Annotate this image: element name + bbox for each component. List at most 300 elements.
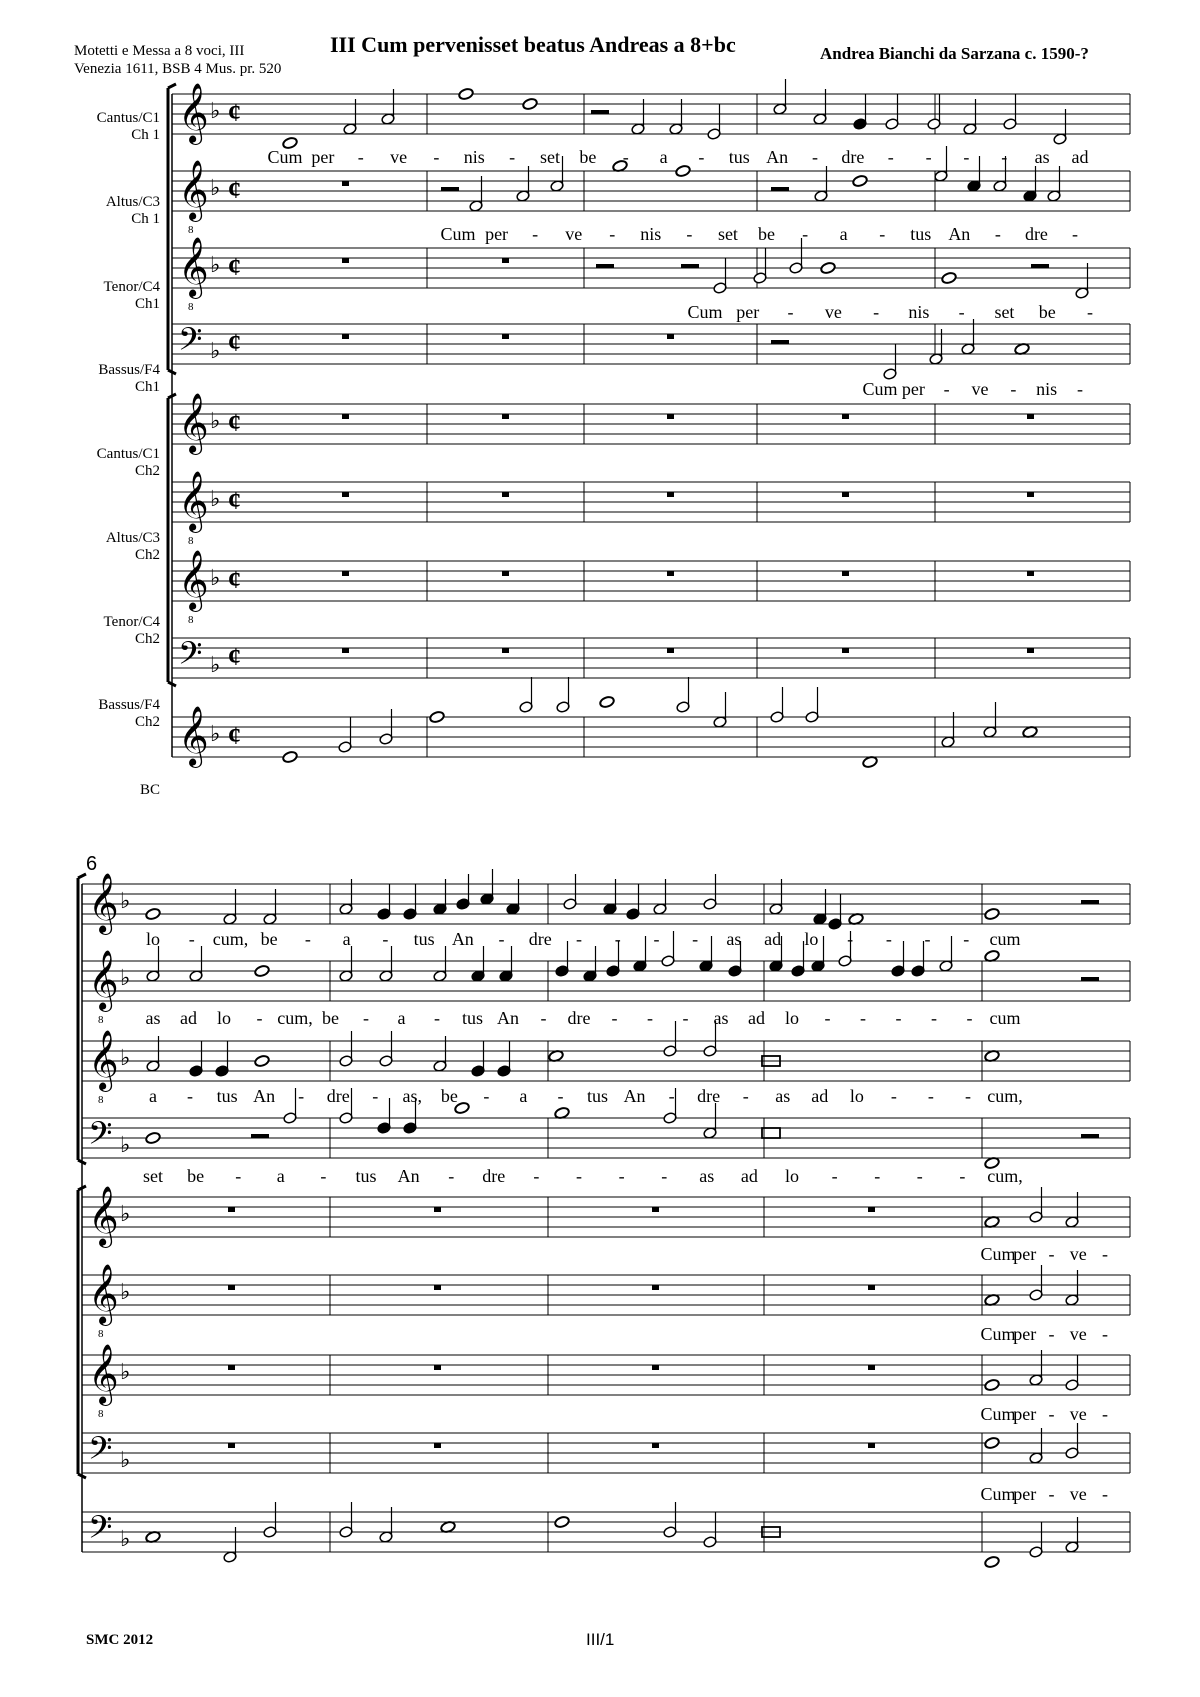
lyric-syllable: -: [890, 1086, 897, 1106]
notehead: [984, 1555, 1000, 1568]
lyric-syllable: lo: [784, 1166, 800, 1186]
source-line-2: Venezia 1611, BSB 4 Mus. pr. 520: [74, 61, 282, 77]
lyric-syllable: dre: [326, 1086, 350, 1106]
whole-note: [984, 1436, 1000, 1449]
whole-rest: [342, 648, 349, 653]
octave-mark: 8: [98, 1014, 104, 1026]
whole-rest: [502, 571, 509, 576]
lyric-syllable: dre: [482, 1166, 506, 1186]
lyric-syllable: per: [1013, 1244, 1037, 1264]
breve-note: [762, 1128, 780, 1138]
quarter-note: [699, 936, 713, 972]
part-label-bc: BC: [139, 782, 160, 798]
whole-rest: [667, 334, 674, 339]
staff-s2-part-8: [82, 1432, 1130, 1474]
lyric-syllable: -: [256, 1008, 263, 1028]
half-note: [983, 702, 997, 738]
staff-s1-part-7: [172, 550, 1130, 626]
part-label-tenor-ch2: Tenor/C4 Ch2: [103, 614, 160, 647]
lyric-syllable: be: [758, 224, 775, 244]
lyric-syllable: -: [1048, 1244, 1055, 1264]
notehead: [458, 87, 474, 100]
staff-s1-part-8: [172, 637, 1130, 679]
lyric-syllable: -: [363, 1008, 369, 1028]
lyric-syllable: as: [145, 1008, 161, 1028]
whole-note: [820, 261, 836, 274]
half-rest: [1081, 900, 1099, 904]
half-note: [883, 344, 897, 380]
whole-rest: [667, 492, 674, 497]
lyric-syllable: -: [787, 302, 794, 322]
lyric-syllable: Cum: [980, 1324, 1016, 1344]
lyric-syllable: cum,: [277, 1008, 313, 1028]
whole-rest: [652, 1285, 659, 1290]
lyric-syllable: per: [1013, 1404, 1037, 1424]
lyric-syllable: set: [994, 302, 1015, 322]
lyric-syllable: ad: [764, 929, 782, 949]
lyric-syllable: -: [994, 224, 1001, 244]
lyric-syllable: -: [532, 224, 539, 244]
quarter-note: [791, 941, 805, 977]
whole-note: [282, 750, 298, 763]
lyric-syllable: tus: [461, 1008, 484, 1028]
half-rest: [441, 187, 459, 191]
half-note: [661, 931, 675, 967]
whole-rest: [868, 1285, 875, 1290]
lyric-syllable: -: [433, 147, 440, 167]
half-rest: [1081, 977, 1099, 981]
part-label-bassus-ch2: Bassus/F4 Ch2: [98, 697, 160, 730]
half-note: [934, 146, 948, 182]
part-label-altus-ch2: Altus/C3 Ch2: [105, 530, 160, 563]
staff-s1-part-5: [172, 393, 1130, 455]
lyric-syllable: An: [948, 224, 971, 244]
staff-s2-part-5: [82, 1186, 1130, 1248]
lyric-syllable: -: [964, 1086, 971, 1106]
octave-mark: 8: [98, 1408, 104, 1420]
key-flat: ♭: [120, 1447, 131, 1472]
whole-note: [145, 1131, 161, 1144]
lyric-syllable: ad: [180, 1008, 197, 1028]
lyric-syllable: -: [609, 224, 616, 244]
whole-rest: [652, 1207, 659, 1212]
whole-note: [254, 964, 270, 977]
staff-s1-part-1: [172, 83, 1130, 145]
quarter-note: [456, 874, 470, 910]
whole-rest: [667, 648, 674, 653]
whole-note: [145, 907, 161, 920]
half-note: [556, 677, 570, 713]
half-note: [146, 946, 160, 982]
part-label-cantus-ch1: Cantus/C1 Ch 1: [96, 110, 160, 143]
lyric-syllable: set: [143, 1166, 163, 1186]
lyric-syllable: -: [1077, 379, 1083, 399]
whole-rest: [342, 414, 349, 419]
key-flat: ♭: [210, 98, 221, 123]
lyric-syllable: ad: [1071, 147, 1089, 167]
half-note: [563, 874, 577, 910]
composer: Andrea Bianchi da Sarzana c. 1590-?: [820, 44, 1089, 63]
lyric-syllable: a: [276, 1166, 285, 1186]
half-note: [1065, 1423, 1079, 1459]
lyric-syllable: nis: [640, 224, 662, 244]
whole-rest: [434, 1207, 441, 1212]
treble-clef: 𝄞: [88, 1188, 119, 1245]
lyric-syllable: -: [879, 224, 886, 244]
lyric-syllable: -: [188, 929, 195, 949]
key-flat: ♭: [210, 338, 221, 363]
half-note: [713, 258, 727, 294]
lyric-syllable: cum: [989, 929, 1021, 949]
half-note: [707, 104, 721, 140]
lyric-syllable: -: [959, 1166, 966, 1186]
octave-mark: 8: [188, 224, 194, 236]
whole-rest: [868, 1207, 875, 1212]
lyric-syllable: -: [916, 1166, 923, 1186]
lyric-syllable: Cum: [980, 1244, 1016, 1264]
staff-s1-part-3: [172, 237, 1130, 313]
half-note: [1029, 1522, 1043, 1558]
lyric-syllable: be: [322, 1008, 339, 1028]
lyric-syllable: -: [1048, 1324, 1055, 1344]
lyric-syllable: tus: [355, 1166, 377, 1186]
lyric-syllable: -: [874, 1166, 881, 1186]
quarter-note: [911, 941, 925, 977]
treble-clef: 𝄞: [88, 1346, 119, 1403]
lyric-syllable: -: [831, 1166, 838, 1186]
lyric-syllable: be: [440, 1086, 458, 1106]
whole-note: [458, 87, 474, 100]
source-line-1: Motetti e Messa a 8 voci, III: [74, 43, 245, 59]
lyric-syllable: lo: [145, 929, 161, 949]
whole-rest: [228, 1285, 235, 1290]
half-note: [283, 1088, 297, 1124]
staff-s2-part-7: [82, 1344, 1130, 1420]
whole-rest: [842, 571, 849, 576]
half-rest: [596, 264, 614, 268]
key-flat: ♭: [120, 965, 131, 990]
lyrics-s2_bassus2: [980, 1484, 1108, 1504]
notehead: [675, 164, 691, 177]
half-note: [713, 692, 727, 728]
whole-rest: [228, 1443, 235, 1448]
lyric-syllable: a: [839, 224, 848, 244]
notehead: [522, 97, 538, 110]
half-note: [703, 1103, 717, 1139]
lyric-syllable: Cum: [687, 302, 723, 322]
measure-number: 6: [86, 853, 98, 875]
lyric-syllable: set: [717, 224, 738, 244]
lyric-syllable: -: [509, 147, 516, 167]
half-rest: [251, 1134, 269, 1138]
whole-rest: [502, 648, 509, 653]
whole-note: [675, 164, 691, 177]
lyric-syllable: -: [540, 1008, 547, 1028]
lyric-syllable: Cum: [267, 147, 303, 167]
half-note: [805, 687, 819, 723]
lyrics-s1_tenor1: [687, 302, 1093, 322]
quarter-note: [555, 941, 569, 977]
lyric-syllable: An: [623, 1086, 646, 1106]
half-rest: [771, 340, 789, 344]
lyric-syllable: per: [736, 302, 760, 322]
lyric-syllable: per: [311, 147, 335, 167]
quarter-note: [377, 884, 391, 920]
lyric-syllable: -: [682, 1008, 689, 1028]
quarter-note: [499, 946, 513, 982]
lyric-syllable: An: [766, 147, 789, 167]
whole-note: [554, 1515, 570, 1528]
lyric-syllable: ve: [1069, 1484, 1087, 1504]
lyric-syllable: as: [726, 929, 742, 949]
staff-s1-part-6: [172, 471, 1130, 547]
key-flat: ♭: [210, 486, 221, 511]
lyric-syllable: -: [698, 147, 705, 167]
lyric-syllable: nis: [1036, 379, 1058, 399]
whole-rest: [502, 492, 509, 497]
lyric-syllable: tus: [216, 1086, 238, 1106]
lyric-syllable: -: [614, 929, 621, 949]
lyric-syllable: -: [622, 147, 629, 167]
lyric-syllable: as,: [402, 1086, 423, 1106]
whole-rest: [868, 1365, 875, 1370]
lyric-syllable: -: [1102, 1324, 1108, 1344]
lyric-syllable: lo: [784, 1008, 800, 1028]
quarter-note: [403, 884, 417, 920]
lyric-syllable: cum,: [987, 1086, 1023, 1106]
lyric-syllable: -: [1001, 147, 1008, 167]
notehead: [599, 695, 615, 708]
lyric-syllable: -: [320, 1166, 327, 1186]
time-signature: ¢: [228, 486, 241, 515]
lyric-syllable: -: [847, 929, 854, 949]
whole-rest: [342, 181, 349, 186]
lyrics-s2_cantus1: [146, 929, 1021, 949]
whole-rest: [502, 258, 509, 263]
notehead: [984, 1436, 1000, 1449]
quarter-note: [497, 1041, 511, 1077]
treble-clef: 𝄞: [178, 239, 209, 296]
lyric-syllable: ve: [971, 379, 989, 399]
half-note: [339, 946, 353, 982]
staff-s2-part-4: [82, 1117, 1130, 1159]
whole-rest: [342, 492, 349, 497]
lyric-syllable: a: [342, 929, 351, 949]
lyric-syllable: -: [963, 929, 970, 949]
time-signature: ¢: [228, 565, 241, 594]
lyric-syllable: -: [661, 1166, 668, 1186]
notehead: [984, 1378, 1000, 1391]
lyric-syllable: An: [451, 929, 474, 949]
whole-note: [429, 710, 445, 723]
lyric-syllable: nis: [463, 147, 485, 167]
lyric-syllable: -: [576, 929, 582, 949]
whole-note: [984, 907, 1000, 920]
half-note: [770, 687, 784, 723]
lyric-syllable: An: [253, 1086, 276, 1106]
lyric-syllable: per: [901, 379, 925, 399]
treble-clef: 𝄞: [178, 708, 209, 765]
quarter-note: [215, 1041, 229, 1077]
lyrics-s1_altus1: [440, 224, 1078, 244]
quarter-note: [471, 946, 485, 982]
footer-copyright: SMC 2012: [86, 1632, 154, 1648]
lyric-syllable: -: [533, 1166, 540, 1186]
quarter-note: [377, 1098, 391, 1134]
half-rest: [771, 187, 789, 191]
octave-mark: 8: [188, 614, 194, 626]
whole-note: [984, 1555, 1000, 1568]
half-note: [789, 238, 803, 274]
half-note: [663, 1502, 677, 1538]
lyric-syllable: -: [958, 302, 965, 322]
whole-rest: [1027, 414, 1034, 419]
lyrics-s2_tenor2: [980, 1404, 1108, 1424]
whole-rest: [1027, 648, 1034, 653]
lyric-syllable: -: [618, 1166, 625, 1186]
lyric-syllable: per: [1013, 1484, 1037, 1504]
lyric-syllable: -: [824, 1008, 831, 1028]
lyric-syllable: -: [1087, 302, 1093, 322]
key-flat: ♭: [120, 1359, 131, 1384]
lyric-syllable: -: [611, 1008, 618, 1028]
half-note: [433, 946, 447, 982]
lyric-syllable: be: [579, 147, 597, 167]
lyric-syllable: a: [397, 1008, 406, 1028]
treble-clef: 𝄞: [178, 552, 209, 609]
time-signature: ¢: [228, 252, 241, 281]
lyric-syllable: -: [448, 1166, 455, 1186]
half-rest: [681, 264, 699, 268]
lyric-syllable: be: [1038, 302, 1056, 322]
time-signature: ¢: [228, 721, 241, 750]
lyric-syllable: per: [485, 224, 509, 244]
lyric-syllable: -: [692, 929, 699, 949]
half-note: [519, 677, 533, 713]
lyrics-s1_cantus1: [267, 147, 1088, 167]
time-signature: ¢: [228, 98, 241, 127]
lyric-syllable: set: [540, 147, 560, 167]
whole-note: [852, 174, 868, 187]
whole-rest: [667, 571, 674, 576]
lyric-syllable: -: [298, 1086, 305, 1106]
lyric-syllable: -: [887, 147, 894, 167]
time-signature: ¢: [228, 328, 241, 357]
whole-note: [522, 97, 538, 110]
notehead: [282, 750, 298, 763]
lyric-syllable: ad: [811, 1086, 829, 1106]
lyric-syllable: Cum: [980, 1404, 1016, 1424]
half-note: [1065, 1355, 1079, 1391]
part-label-tenor-ch1: Tenor/C4 Ch1: [103, 279, 160, 312]
bass-clef: 𝄢: [88, 1432, 113, 1474]
page-number: III/1: [586, 1630, 615, 1649]
lyric-syllable: An: [497, 1008, 519, 1028]
whole-rest: [1027, 492, 1034, 497]
quarter-note: [891, 941, 905, 977]
lyric-syllable: cum: [989, 1008, 1021, 1028]
key-flat: ♭: [120, 1279, 131, 1304]
time-signature: ¢: [228, 642, 241, 671]
lyric-syllable: -: [1102, 1484, 1108, 1504]
lyrics-s2_tenor1: [149, 1086, 1023, 1106]
lyric-syllable: -: [668, 1086, 675, 1106]
lyric-syllable: Cum: [862, 379, 898, 399]
lyric-syllable: lo: [849, 1086, 864, 1106]
whole-rest: [667, 414, 674, 419]
lyric-syllable: -: [647, 1008, 653, 1028]
notehead: [984, 907, 1000, 920]
treble-clef: 𝄞: [88, 875, 119, 932]
time-signature: ¢: [228, 408, 241, 437]
lyrics-s2_altus1: [146, 1008, 1021, 1028]
notehead: [429, 710, 445, 723]
lyric-syllable: tus: [587, 1086, 609, 1106]
lyric-syllable: ve: [1069, 1244, 1087, 1264]
half-note: [927, 94, 941, 130]
treble-clef: 𝄞: [88, 1266, 119, 1323]
lyric-syllable: -: [925, 147, 932, 167]
lyric-syllable: -: [304, 929, 311, 949]
staff-s2-part-1: [82, 873, 1130, 935]
lyric-syllable: tus: [413, 929, 435, 949]
notehead: [554, 1515, 570, 1528]
lyrics-s2_bassus1: [143, 1166, 1023, 1186]
key-flat: ♭: [120, 1132, 131, 1157]
lyric-syllable: as: [699, 1166, 715, 1186]
whole-note: [599, 695, 615, 708]
half-note: [663, 1021, 677, 1057]
half-note: [1029, 1265, 1043, 1301]
half-rest: [1081, 1134, 1099, 1138]
whole-rest: [342, 334, 349, 339]
part-label-altus-ch1: Altus/C3 Ch 1: [105, 194, 160, 227]
key-flat: ♭: [120, 1201, 131, 1226]
half-note: [338, 717, 352, 753]
lyric-syllable: -: [434, 1008, 440, 1028]
key-flat: ♭: [210, 408, 221, 433]
lyric-syllable: lo: [216, 1008, 232, 1028]
lyric-syllable: be: [187, 1166, 205, 1186]
lyric-syllable: Cum: [440, 224, 476, 244]
staff-s2-part-9: [82, 1511, 1130, 1553]
half-note: [703, 1512, 717, 1548]
time-signature: ¢: [228, 175, 241, 204]
lyric-syllable: -: [1102, 1244, 1108, 1264]
notehead: [254, 1054, 270, 1067]
treble-clef: 𝄞: [178, 85, 209, 142]
half-note: [1003, 94, 1017, 130]
half-note: [339, 1031, 353, 1067]
lyric-syllable: ve: [824, 302, 842, 322]
bass-clef: 𝄢: [178, 323, 203, 365]
half-note: [753, 248, 767, 284]
bass-clef: 𝄢: [88, 1511, 113, 1553]
key-flat: ♭: [210, 565, 221, 590]
lyric-syllable: -: [653, 929, 660, 949]
lyrics-s1_bassus1: [862, 379, 1083, 399]
quarter-note: [853, 94, 867, 130]
part-label-cantus-ch2: Cantus/C1 Ch2: [96, 446, 160, 479]
piece-title: III Cum pervenisset beatus Andreas a 8+bc: [330, 32, 736, 57]
quarter-note: [480, 869, 494, 905]
lyric-syllable: ad: [748, 1008, 765, 1028]
treble-clef: 𝄞: [178, 395, 209, 452]
whole-rest: [652, 1443, 659, 1448]
lyric-syllable: a: [659, 147, 668, 167]
lyric-syllable: -: [895, 1008, 902, 1028]
treble-clef: 𝄞: [88, 1032, 119, 1089]
